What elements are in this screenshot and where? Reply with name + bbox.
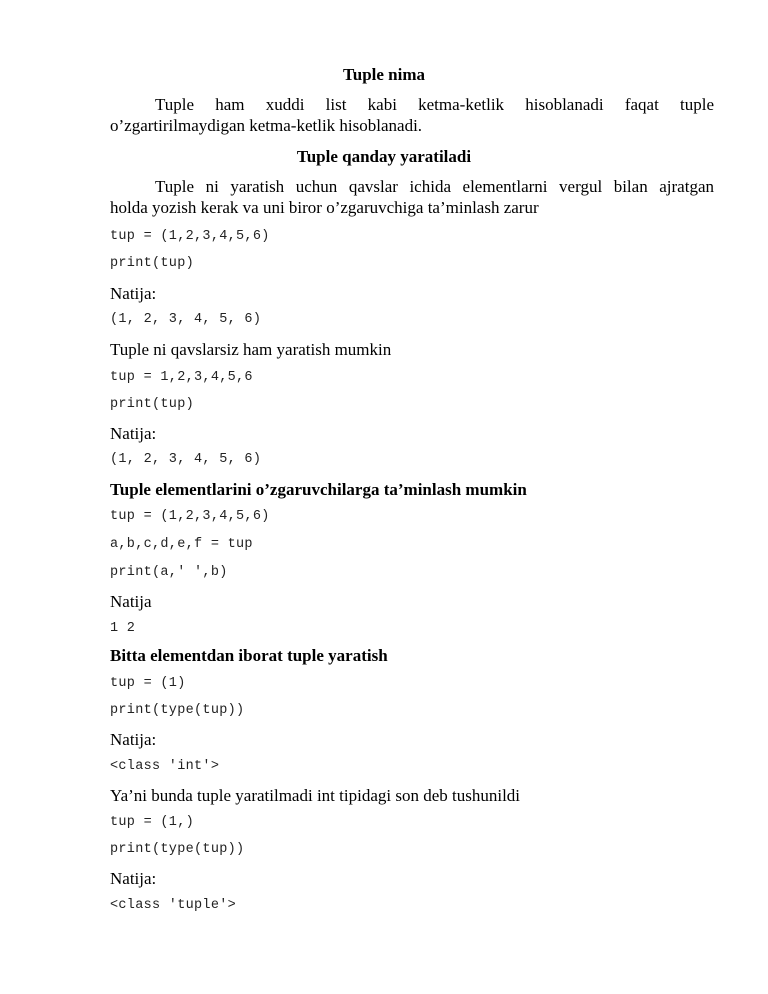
code-line: a,b,c,d,e,f = tup: [110, 537, 253, 552]
code-line: tup = (1,2,3,4,5,6): [110, 229, 270, 244]
heading-tuple-unpacking: Tuple elementlarini o’zgaruvchilarga ta’minlash mumkin: [110, 480, 527, 499]
code-output: (1, 2, 3, 4, 5, 6): [110, 452, 262, 467]
heading-single-element-tuple: Bitta elementdan iborat tuple yaratish: [110, 646, 388, 665]
result-label: Natija:: [110, 869, 157, 888]
code-line: tup = (1,2,3,4,5,6): [110, 509, 270, 524]
code-line: print(a,' ',b): [110, 565, 228, 580]
code-line: print(tup): [110, 256, 195, 271]
heading-tuple-nima: Tuple nima: [342, 65, 426, 84]
code-line: tup = 1,2,3,4,5,6: [110, 370, 253, 385]
heading-tuple-qanday-yaratiladi: Tuple qanday yaratiladi: [296, 147, 472, 166]
code-output: <class 'tuple'>: [110, 898, 237, 913]
result-label: Natija:: [110, 284, 157, 303]
paragraph-1-line-1: Tuple ham xuddi list kabi ketma-ketlik hisoblanadi faqat tuple: [155, 95, 714, 114]
code-line: print(tup): [110, 397, 195, 412]
paragraph-2-line-2: holda yozish kerak va uni biror o’zgaruvchiga ta’minlash zarur: [110, 198, 539, 217]
result-label: Natija:: [110, 424, 157, 443]
code-line: print(type(tup)): [110, 842, 245, 857]
paragraph-2-line-1: Tuple ni yaratish uchun qavslar ichida elementlarni vergul bilan ajratgan: [155, 177, 714, 196]
code-line: print(type(tup)): [110, 703, 245, 718]
result-label: Natija: [110, 592, 152, 611]
result-label: Natija:: [110, 730, 157, 749]
code-output: <class 'int'>: [110, 759, 220, 774]
code-output: 1 2: [110, 621, 136, 636]
note-int-not-tuple: Ya’ni bunda tuple yaratilmadi int tipidagi son deb tushunildi: [110, 786, 521, 805]
code-line: tup = (1): [110, 676, 186, 691]
code-line: tup = (1,): [110, 815, 195, 830]
code-output: (1, 2, 3, 4, 5, 6): [110, 312, 262, 327]
paragraph-1-line-2: o’zgartirilmaydigan ketma-ketlik hisoblanadi.: [110, 116, 423, 135]
note-without-parentheses: Tuple ni qavslarsiz ham yaratish mumkin: [110, 340, 392, 359]
